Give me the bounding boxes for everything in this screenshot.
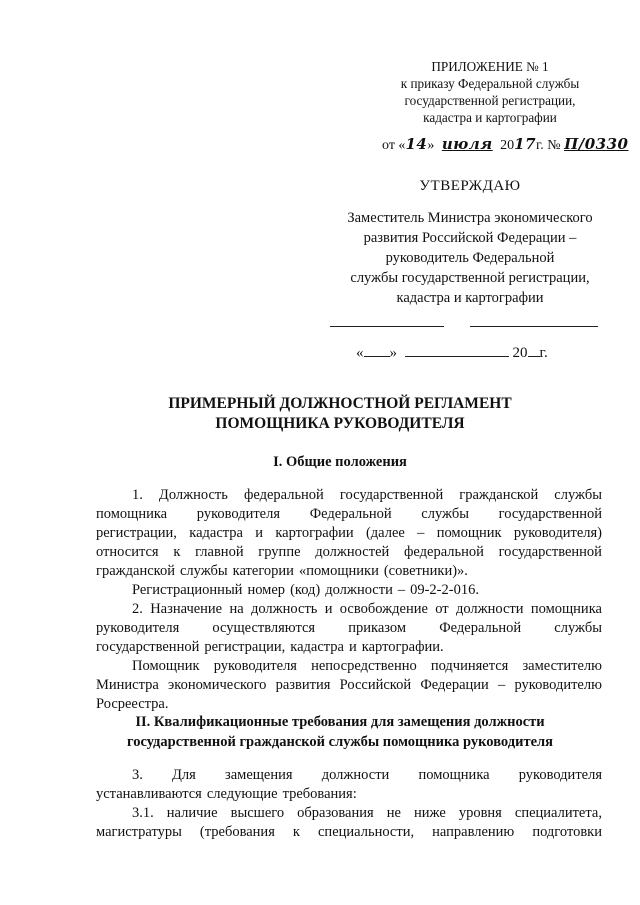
section-2-title-line: государственной гражданской службы помощника руководителя <box>127 734 553 750</box>
annex-line: к приказу Федеральной службы <box>400 76 580 91</box>
approval-title: УТВЕРЖДАЮ <box>419 178 521 194</box>
order-from-label: от « <box>382 138 406 153</box>
date-close-quote: » <box>389 345 397 361</box>
text-line: государственной регистрации, кадастра и картографии. <box>96 639 444 655</box>
text-line: регистрации, кадастра и картографии (далее – помощник руководителя) <box>96 525 602 541</box>
order-quote: » <box>427 138 435 153</box>
name-line <box>470 326 598 327</box>
approval-date <box>356 344 616 362</box>
text-line: устанавливаются следующие требования: <box>96 786 357 802</box>
text-line: Росреестра. <box>96 696 169 712</box>
order-number-handwritten: П/0330 <box>564 135 629 153</box>
date-year-prefix: 20 <box>512 345 528 361</box>
annex-line: государственной регистрации, <box>404 93 576 108</box>
order-date-number <box>382 135 629 154</box>
document-title-line: ПРИМЕРНЫЙ ДОЛЖНОСТНОЙ РЕГЛАМЕНТ <box>168 395 512 412</box>
document-title-line: ПОМОЩНИКА РУКОВОДИТЕЛЯ <box>215 415 465 432</box>
paragraph-3 <box>96 766 602 804</box>
annex-line: кадастра и картографии <box>423 110 557 125</box>
paragraph-3-1 <box>96 804 602 842</box>
text-line: Регистрационный номер (код) должности – 09-2-2-016. <box>132 582 479 598</box>
text-line: Министра экономического развития Российской Федерации – руководителю <box>96 677 602 693</box>
text-line: помощника руководителя Федеральной службы государственной <box>96 506 602 522</box>
text-line: 1. Должность федеральной государственной гражданской службы <box>132 487 602 503</box>
text-line: 2. Назначение на должность и освобождение от должности помощника <box>132 601 602 617</box>
date-year-suffix: г. <box>539 345 548 361</box>
order-day-handwritten: 14 <box>405 135 428 153</box>
date-month-blank <box>405 344 509 357</box>
order-year-handwritten: 17 <box>514 135 537 153</box>
approval-position-line: развития Российской Федерации – <box>363 230 577 246</box>
section-1-title: I. Общие положения <box>273 454 407 470</box>
order-year-suffix: г. № <box>536 138 561 153</box>
text-line: 3.1. наличие высшего образования не ниже уровня специалитета, <box>132 805 602 821</box>
signature-line <box>330 326 444 327</box>
date-open-quote: « <box>356 345 364 361</box>
text-line: гражданской службы категории «помощники (советники)». <box>96 563 468 579</box>
text-line: Помощник руководителя непосредственно подчиняется заместителю <box>132 658 602 674</box>
approval-position <box>320 208 620 308</box>
text-line: магистратуры (требования к специальности, направлению подготовки <box>96 824 602 840</box>
date-year-blank <box>528 344 540 357</box>
paragraph-registration-code <box>96 581 602 600</box>
approval-position-line: руководитель Федеральной <box>385 250 555 266</box>
paragraph-1 <box>96 486 602 581</box>
annex-header <box>380 58 600 126</box>
paragraph-2 <box>96 600 602 657</box>
section-2-title-line: II. Квалификационные требования для замещения должности <box>135 714 545 730</box>
approval-position-line: службы государственной регистрации, <box>350 270 590 286</box>
text-line: 3. Для замещения должности помощника руководителя <box>132 767 602 783</box>
order-year-prefix: 20 <box>500 138 515 153</box>
annex-title: ПРИЛОЖЕНИЕ № 1 <box>431 59 549 74</box>
order-month-handwritten: июля <box>441 135 493 153</box>
text-line: относится к главной группе должностей федеральной государственной <box>96 544 602 560</box>
section-2-title <box>60 712 620 752</box>
document-title <box>60 394 620 434</box>
paragraph-subordination <box>96 657 602 714</box>
approval-position-line: Заместитель Министра экономического <box>347 210 593 226</box>
text-line: руководителя осуществляются приказом Федеральной службы <box>96 620 602 636</box>
approval-position-line: кадастра и картографии <box>396 290 544 306</box>
date-day-blank <box>364 344 390 357</box>
